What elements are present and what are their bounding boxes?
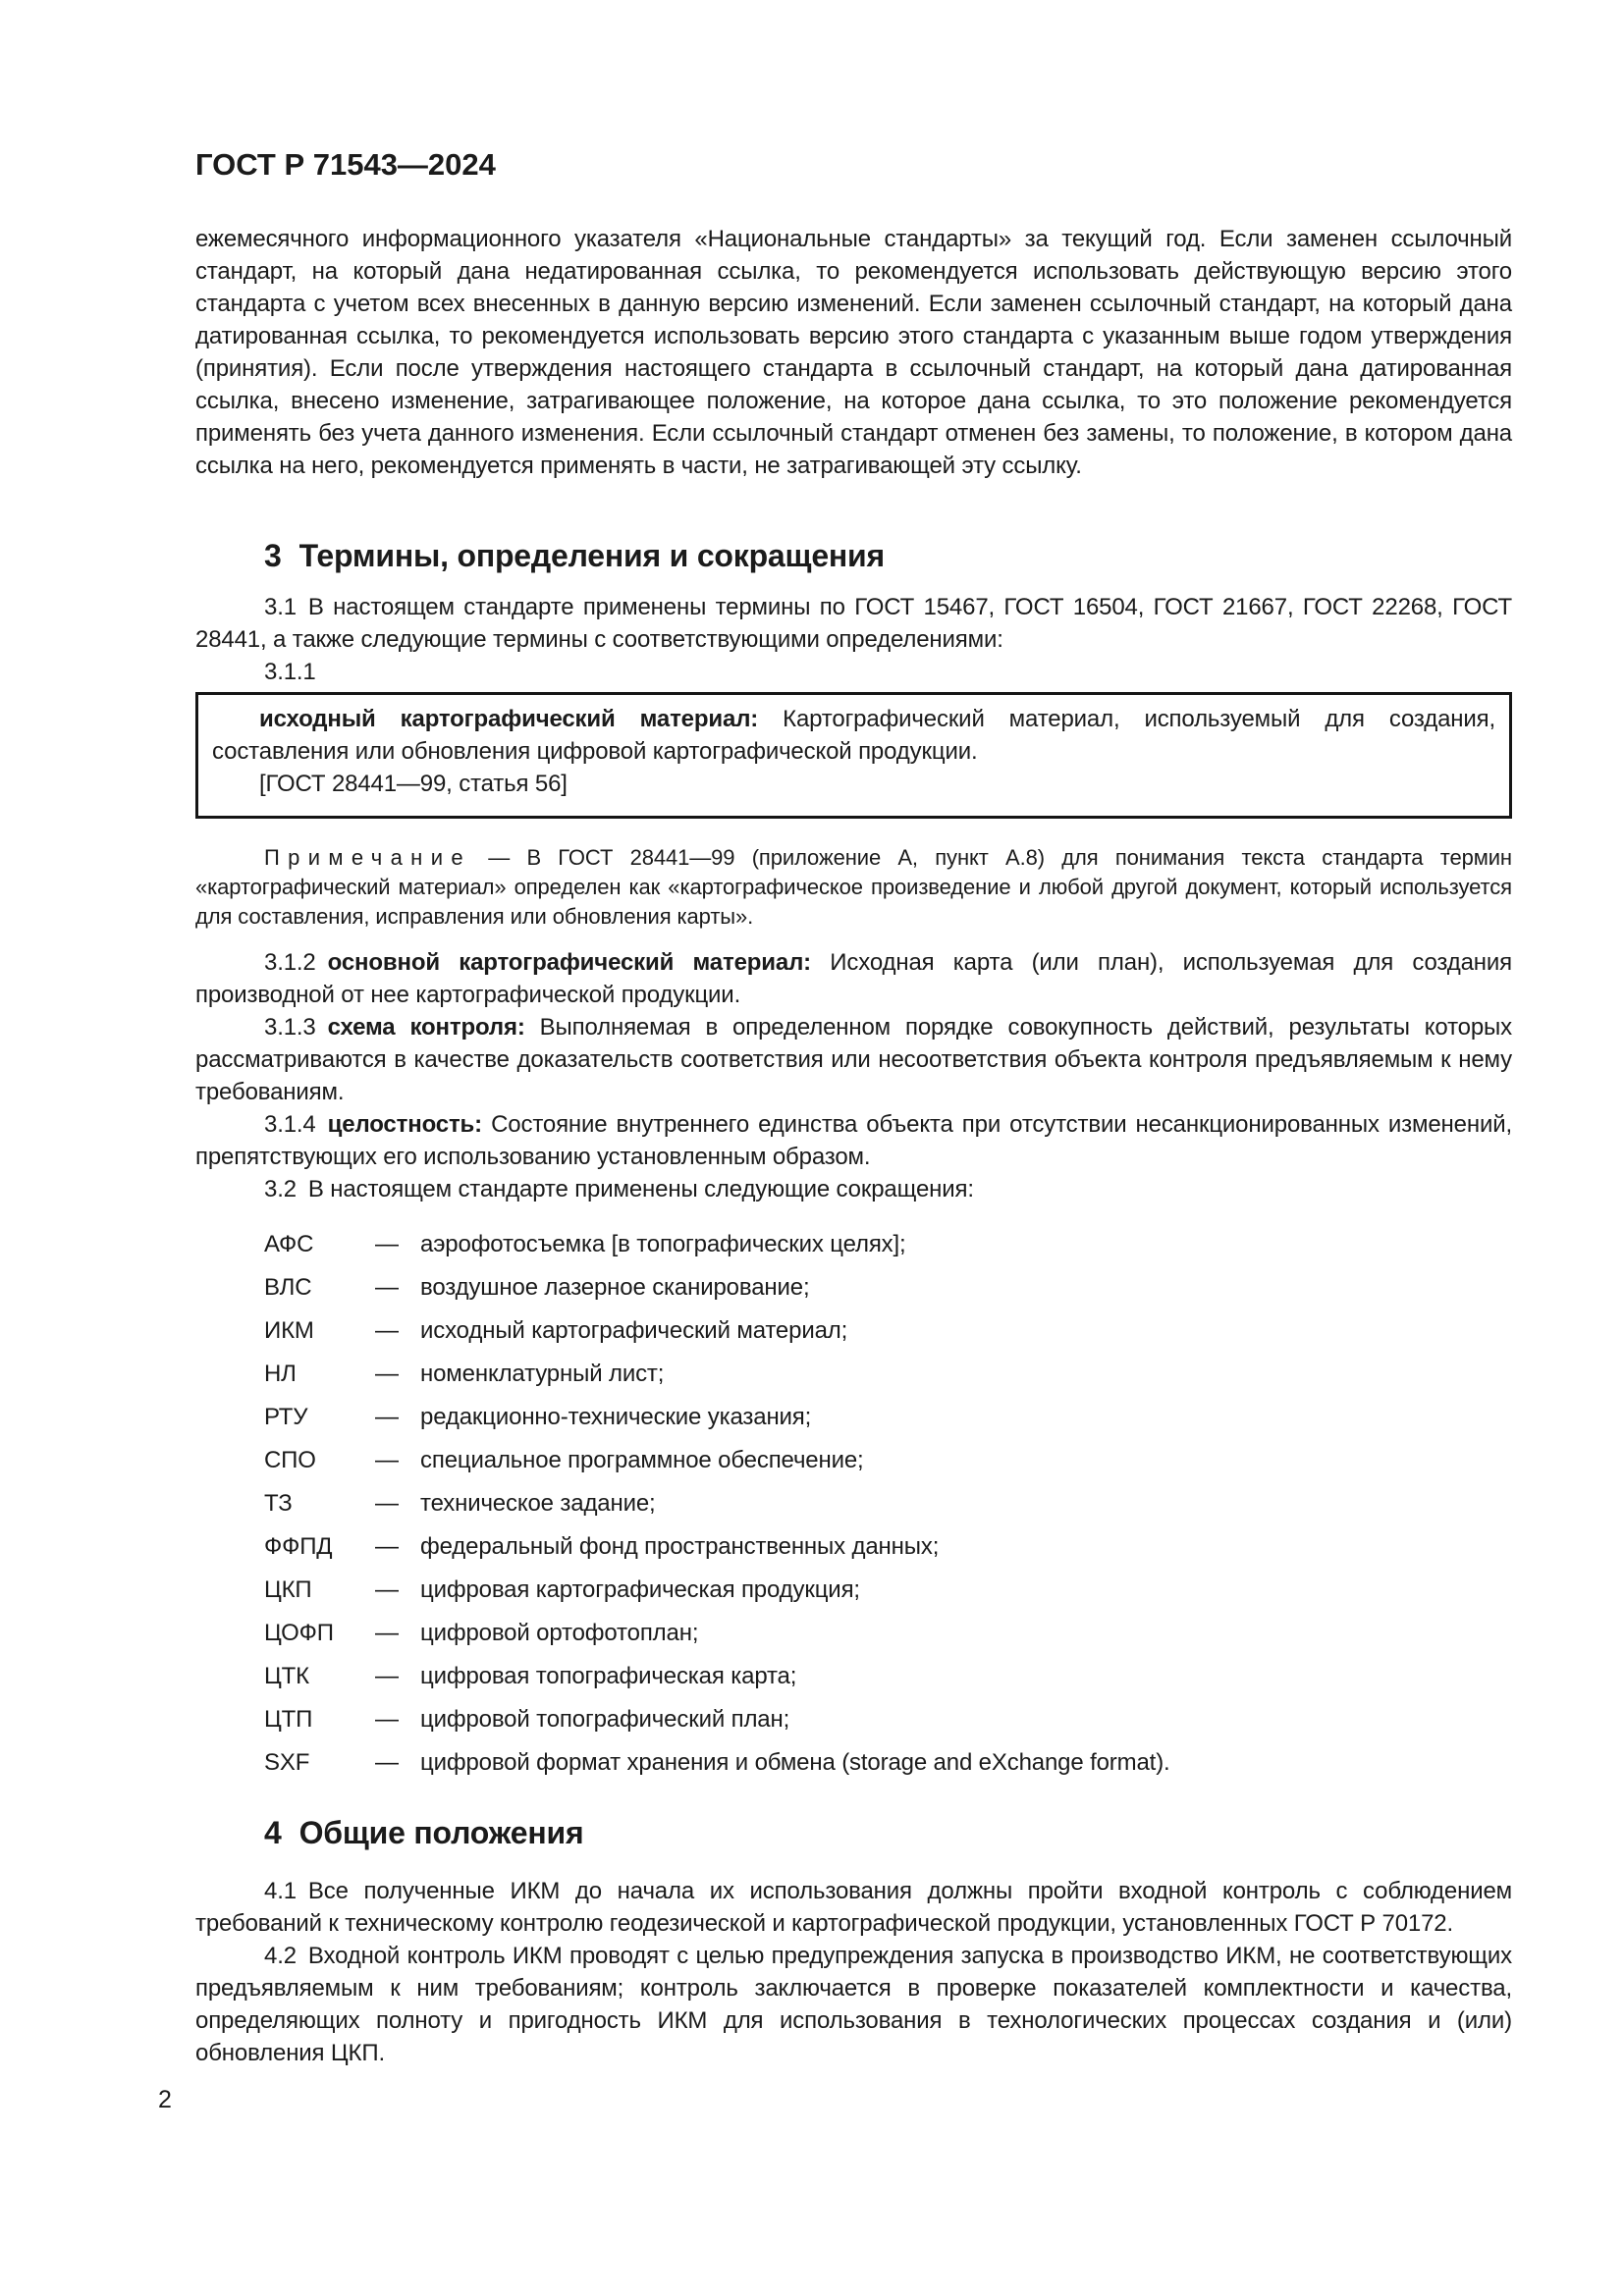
abbr-def: цифровой топографический план; [420, 1706, 790, 1733]
definition-source: [ГОСТ 28441—99, статья 56] [259, 771, 568, 797]
abbr-row [195, 1569, 1512, 1612]
clause-3-1-2-text: Исходная карта (или план), используемая для создания производной от нее картографической продукции. [195, 949, 1512, 1008]
clause-3-1-2 [195, 946, 1512, 1011]
section-3-title: Термины, определения и сокращения [298, 538, 885, 573]
abbreviation-list [195, 1223, 1512, 1785]
clause-3-1-number: 3.1 [264, 594, 297, 620]
abbr-row [195, 1525, 1512, 1569]
abbr-term: ЦТК [264, 1663, 309, 1689]
note-dash: — [470, 845, 527, 870]
clause-3-1-1: 3.1.1 [264, 659, 316, 685]
abbr-row [195, 1482, 1512, 1525]
abbr-term: АФС [264, 1231, 314, 1257]
clause-4-2-number: 4.2 [264, 1943, 297, 1969]
clause-4-2 [195, 1940, 1512, 2069]
abbr-def: цифровой формат хранения и обмена (storage and eXchange format). [420, 1749, 1170, 1776]
clause-3-1-4-text: Состояние внутреннего единства объекта при отсутствии несанкционированных изменений, препятствующих его использованию установленным образом. [195, 1111, 1512, 1170]
clause-3-1-3-text: Выполняемая в определенном порядке совокупность действий, результаты которых рассматриваются в качестве доказательств соответствия или несоответствия объекта контроля предъявляемым к нему требованиям. [195, 1014, 1513, 1105]
page-number: 2 [158, 2086, 172, 2113]
abbr-def: цифровой ортофотоплан; [420, 1620, 699, 1646]
abbr-def: редакционно-технические указания; [420, 1404, 812, 1430]
abbr-row [195, 1741, 1512, 1785]
definition-box [195, 692, 1512, 819]
clause-3-2 [195, 1173, 1512, 1205]
clause-3-1-4-term: целостность: [327, 1111, 483, 1138]
abbr-row [195, 1353, 1512, 1396]
abbr-dash: — [375, 1274, 399, 1301]
clause-4-1-number: 4.1 [264, 1878, 297, 1904]
abbr-dash: — [375, 1231, 399, 1257]
abbr-dash: — [375, 1447, 399, 1473]
abbr-def: номенклатурный лист; [420, 1361, 665, 1387]
note-paragraph [195, 843, 1512, 932]
definition-paragraph [212, 703, 1495, 768]
abbr-term: ЦТП [264, 1706, 313, 1733]
abbr-def: цифровая картографическая продукция; [420, 1576, 860, 1603]
abbr-dash: — [375, 1749, 399, 1776]
abbr-dash: — [375, 1620, 399, 1646]
clause-3-1-3-term: схема контроля: [327, 1014, 525, 1041]
clause-3-1-2-number: 3.1.2 [264, 949, 316, 976]
abbr-dash: — [375, 1576, 399, 1603]
intro-paragraph: ежемесячного информационного указателя «Национальные стандарты» за текущий год. Если заменен ссылочный стандарт, на который дана недатированная ссылка, то рекомендуется использовать действующую версию этого стандарта с учетом всех внесенных в данную версию изменений. Если заменен ссылочный стандарт, на который дана датированная ссылка, то рекомендуется использовать версию этого стандарта с указанным выше годом утверждения (принятия). Если после утверждения настоящего стандарта в ссылочный стандарт, на который дана датированная ссылка, внесено изменение, затрагивающее положение, на которое дана ссылка, то это положение рекомендуется применять без учета данного изменения. Если ссылочный стандарт отменен без замены, то положение, в котором дана ссылка на него, рекомендуется применять в части, не затрагивающей эту ссылку. [195, 226, 1512, 479]
abbr-term: ИКМ [264, 1317, 314, 1344]
abbr-row [195, 1612, 1512, 1655]
abbr-term: ЦОФП [264, 1620, 334, 1646]
abbr-def: цифровая топографическая карта; [420, 1663, 797, 1689]
abbr-term: СПО [264, 1447, 316, 1473]
clause-3-1-4-number: 3.1.4 [264, 1111, 316, 1138]
clause-3-1 [195, 591, 1512, 656]
abbr-dash: — [375, 1490, 399, 1517]
abbr-term: ВЛС [264, 1274, 312, 1301]
running-header: ГОСТ Р 71543—2024 [195, 147, 496, 182]
clause-3-1-3 [195, 1011, 1512, 1108]
abbr-row [195, 1396, 1512, 1439]
clause-3-2-text: В настоящем стандарте применены следующие сокращения: [307, 1176, 974, 1202]
abbr-term: ФФПД [264, 1533, 333, 1560]
section-3-heading [195, 537, 1512, 574]
abbr-dash: — [375, 1317, 399, 1344]
abbr-dash: — [375, 1663, 399, 1689]
abbr-def: исходный картографический материал; [420, 1317, 848, 1344]
note-text: В ГОСТ 28441—99 (приложение А, пункт А.8) для понимания текста стандарта термин «картографический материал» определен как «картографическое произведение и любой другой документ, который используется для составления, исправления или обновления карты». [195, 845, 1512, 929]
abbr-term: ТЗ [264, 1490, 293, 1517]
abbr-def: техническое задание; [420, 1490, 656, 1517]
abbr-dash: — [375, 1404, 399, 1430]
clause-3-2-number: 3.2 [264, 1176, 297, 1202]
abbr-def: специальное программное обеспечение; [420, 1447, 864, 1473]
definition-text: Картографический материал, используемый для создания, составления или обновления цифровой картографической продукции. [212, 706, 1495, 765]
abbr-term: ЦКП [264, 1576, 312, 1603]
section-4-heading [195, 1814, 1512, 1851]
clause-4-1-text: Все полученные ИКМ до начала их использования должны пройти входной контроль с соблюдением требований к техническому контролю геодезической и картографической продукции, установленных ГОСТ Р 70172. [195, 1878, 1512, 1937]
abbr-def: аэрофотосъемка [в топографических целях]; [420, 1231, 906, 1257]
definition-term: исходный картографический материал: [259, 706, 759, 732]
abbr-row [195, 1309, 1512, 1353]
section-4-number: 4 [264, 1815, 282, 1850]
abbr-term: РТУ [264, 1404, 308, 1430]
clause-4-2-text: Входной контроль ИКМ проводят с целью предупреждения запуска в производство ИКМ, не соответствующих предъявляемым к ним требованиям; контроль заключается в проверке показателей комплектности и качества, определяющих полноту и пригодность ИКМ для использования в технологических процессах создания и (или) обновления ЦКП. [195, 1943, 1512, 2066]
abbr-def: воздушное лазерное сканирование; [420, 1274, 810, 1301]
abbr-row [195, 1698, 1512, 1741]
abbr-term: НЛ [264, 1361, 297, 1387]
abbr-dash: — [375, 1706, 399, 1733]
abbr-row [195, 1655, 1512, 1698]
abbr-row [195, 1439, 1512, 1482]
abbr-dash: — [375, 1361, 399, 1387]
clause-3-1-3-number: 3.1.3 [264, 1014, 316, 1041]
section-3-number: 3 [264, 538, 282, 573]
abbr-def: федеральный фонд пространственных данных; [420, 1533, 940, 1560]
clause-3-1-text: В настоящем стандарте применены термины по ГОСТ 15467, ГОСТ 16504, ГОСТ 21667, ГОСТ 22268, ГОСТ 28441, а также следующие термины с соответствующими определениями: [195, 594, 1512, 653]
section-4-title: Общие положения [298, 1815, 584, 1850]
abbr-dash: — [375, 1533, 399, 1560]
clause-3-1-4 [195, 1108, 1512, 1173]
clause-4-1 [195, 1875, 1512, 1940]
abbr-term: SXF [264, 1749, 310, 1776]
note-label: Примечание [264, 845, 471, 870]
clause-3-1-2-term: основной картографический материал: [327, 949, 812, 976]
abbr-row [195, 1223, 1512, 1266]
abbr-row [195, 1266, 1512, 1309]
